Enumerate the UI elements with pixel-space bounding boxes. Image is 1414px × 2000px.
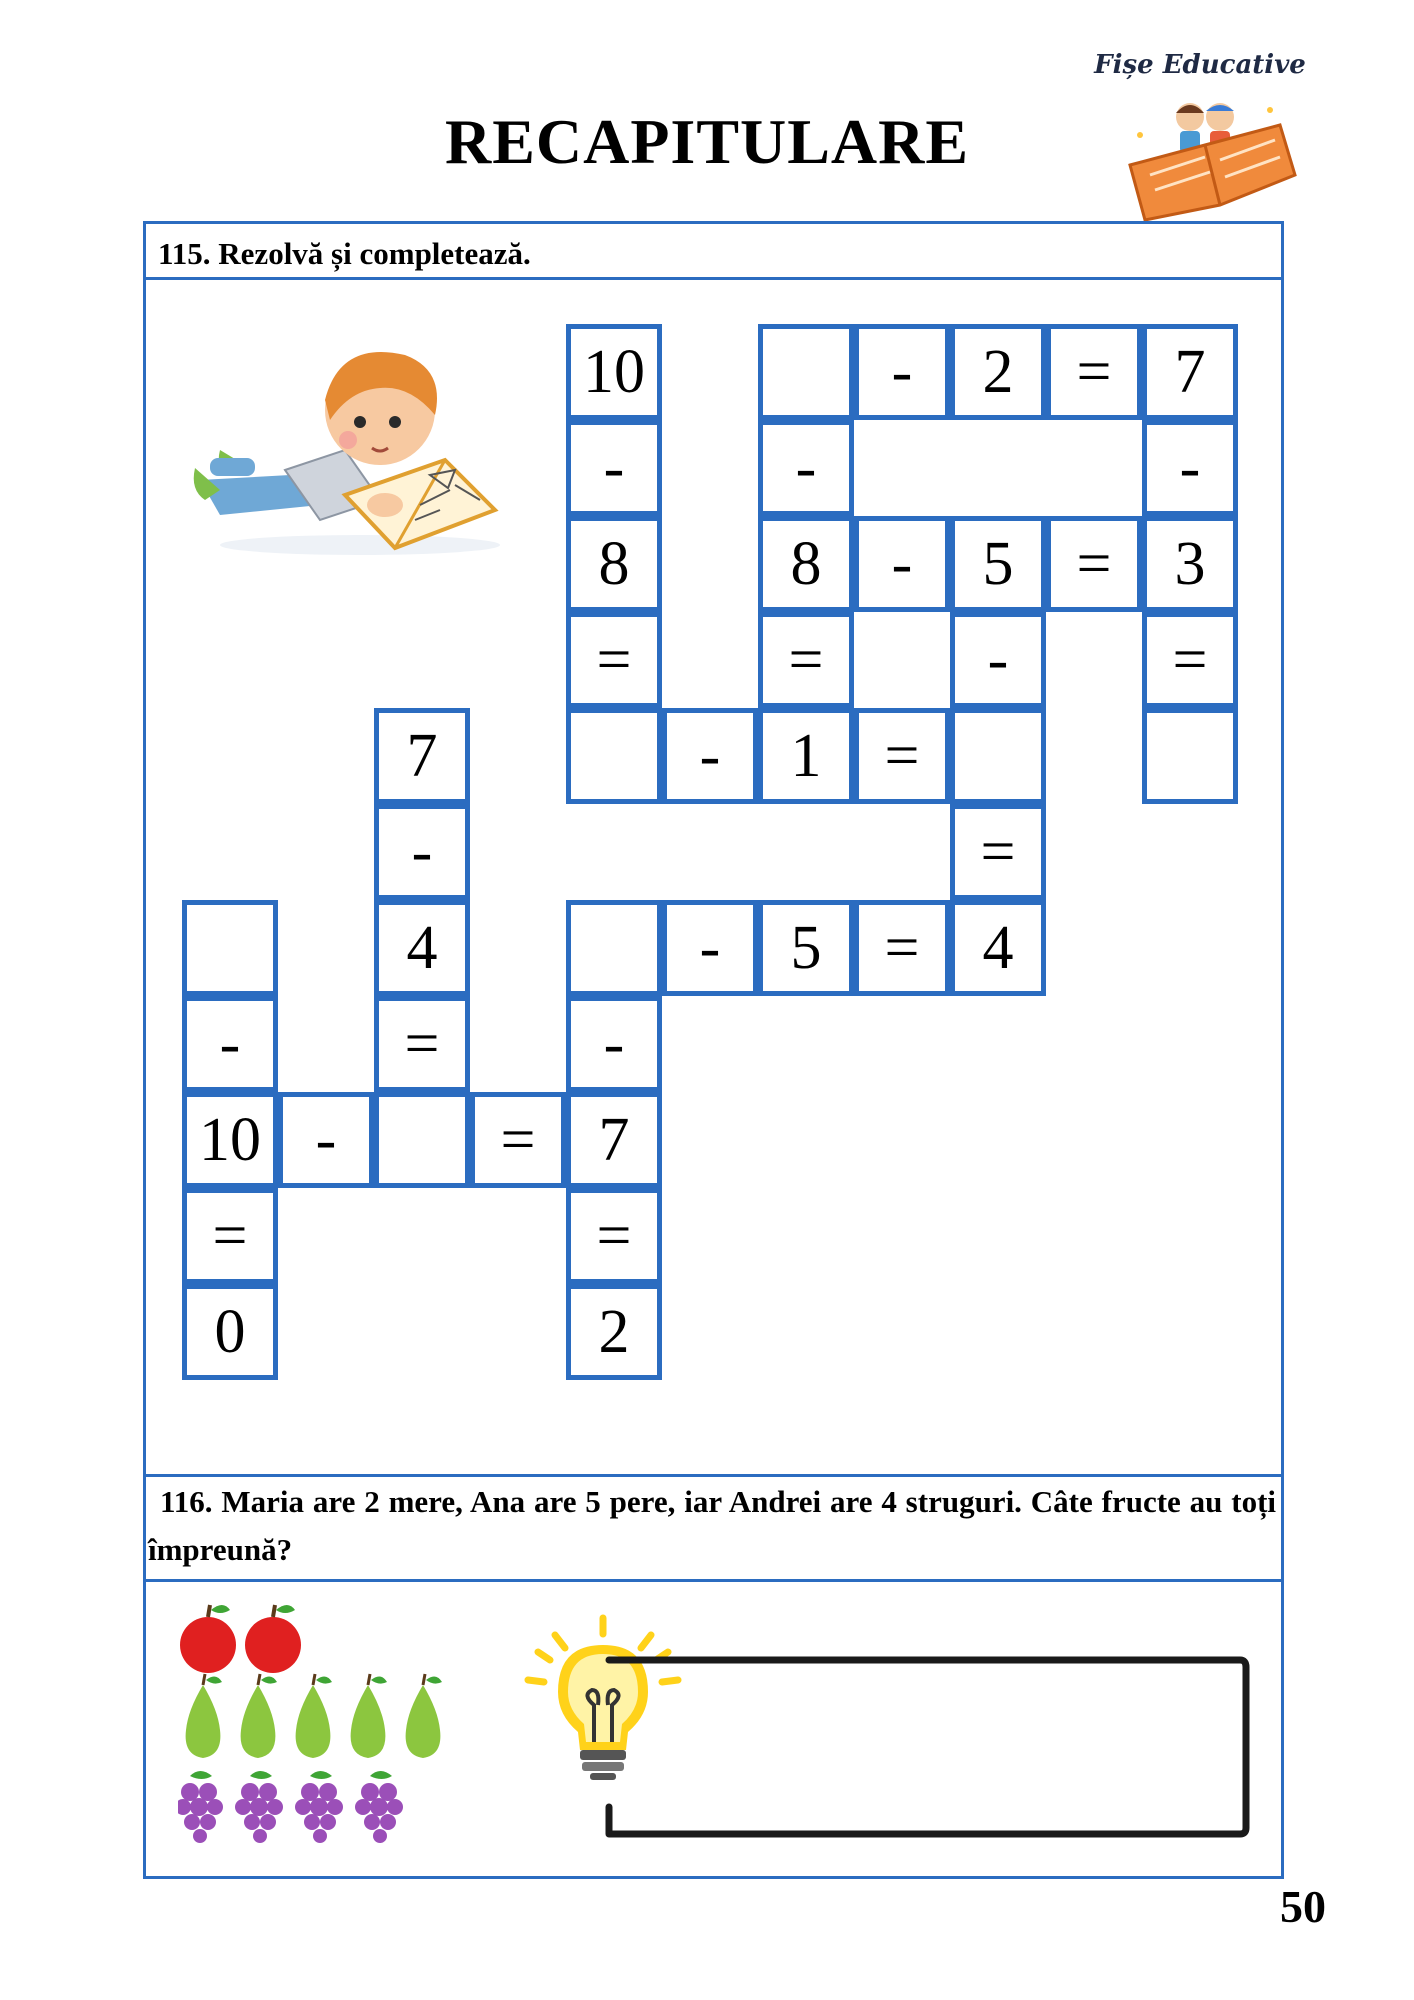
crossword-cell: 8 <box>758 516 854 612</box>
crossword-cell: 0 <box>182 1284 278 1380</box>
answer-box[interactable] <box>600 1645 1255 1840</box>
page-title: RECAPITULARE <box>444 106 970 177</box>
exercise-116-text: 116. Maria are 2 mere, Ana are 5 pere, iar Andrei are 4 struguri. Câte fructe au toți împreună? <box>148 1484 1276 1567</box>
crossword-cell: - <box>854 324 950 420</box>
crossword-cell: - <box>278 1092 374 1188</box>
blank-answer-cell[interactable] <box>566 900 662 996</box>
blank-answer-cell[interactable] <box>566 708 662 804</box>
crossword-cell: - <box>854 516 950 612</box>
grapes-icon <box>295 1771 343 1843</box>
crossword-cell: 10 <box>182 1092 278 1188</box>
crossword-cell: 7 <box>374 708 470 804</box>
blank-answer-cell[interactable] <box>950 708 1046 804</box>
blank-answer-cell[interactable] <box>374 1092 470 1188</box>
crossword-cell: 7 <box>566 1092 662 1188</box>
crossword-cell: = <box>566 1188 662 1284</box>
pear-icon <box>186 1674 222 1758</box>
crossword-cell: 5 <box>950 516 1046 612</box>
page-number: 50 <box>1280 1881 1326 1932</box>
crossword-cell: - <box>182 996 278 1092</box>
boy-reading-illustration <box>180 340 520 580</box>
crossword-cell: = <box>1046 324 1142 420</box>
crossword-cell: 5 <box>758 900 854 996</box>
blank-answer-cell[interactable] <box>182 900 278 996</box>
fruits-illustration <box>178 1600 468 1850</box>
blank-answer-cell[interactable] <box>758 324 854 420</box>
crossword-cell: - <box>1142 420 1238 516</box>
pear-icon <box>296 1674 332 1758</box>
blank-answer-cell[interactable] <box>1142 708 1238 804</box>
divider <box>146 1474 1281 1477</box>
crossword-cell: = <box>758 612 854 708</box>
crossword-cell: 4 <box>374 900 470 996</box>
crossword-cell: = <box>374 996 470 1092</box>
crossword-cell: 10 <box>566 324 662 420</box>
brand-logo <box>1085 50 1315 225</box>
crossword-cell: = <box>182 1188 278 1284</box>
crossword-cell: - <box>662 708 758 804</box>
crossword-cell: = <box>854 900 950 996</box>
pear-icon <box>241 1674 277 1758</box>
crossword-cell: 7 <box>1142 324 1238 420</box>
crossword-cell: = <box>1046 516 1142 612</box>
crossword-cell: - <box>758 420 854 516</box>
crossword-cell: 8 <box>566 516 662 612</box>
crossword-cell: - <box>374 804 470 900</box>
brand-name: Fișe Educative <box>1094 50 1306 80</box>
crossword-cell: - <box>566 420 662 516</box>
exercise-116-instruction <box>148 1478 1276 1574</box>
exercise-115-instruction: 115. Rezolvă și completează. <box>158 236 531 271</box>
pear-icon <box>351 1674 387 1758</box>
crossword-cell: = <box>470 1092 566 1188</box>
crossword-cell: 1 <box>758 708 854 804</box>
crossword-cell: - <box>662 900 758 996</box>
crossword-cell: = <box>566 612 662 708</box>
pear-icon <box>406 1674 442 1758</box>
grapes-icon <box>235 1771 283 1843</box>
crossword-cell: 2 <box>950 324 1046 420</box>
apple-icon <box>245 1605 301 1673</box>
grapes-icon <box>355 1771 403 1843</box>
children-on-book-logo <box>1085 50 1315 225</box>
crossword-cell: 4 <box>950 900 1046 996</box>
crossword-cell: 2 <box>566 1284 662 1380</box>
crossword-cell: = <box>1142 612 1238 708</box>
crossword-cell: 3 <box>1142 516 1238 612</box>
crossword-cell: - <box>950 612 1046 708</box>
grapes-icon <box>178 1771 223 1843</box>
divider <box>146 1579 1281 1582</box>
crossword-cell: = <box>950 804 1046 900</box>
crossword-cell: - <box>566 996 662 1092</box>
crossword-cell: = <box>854 708 950 804</box>
apple-icon <box>180 1605 236 1673</box>
